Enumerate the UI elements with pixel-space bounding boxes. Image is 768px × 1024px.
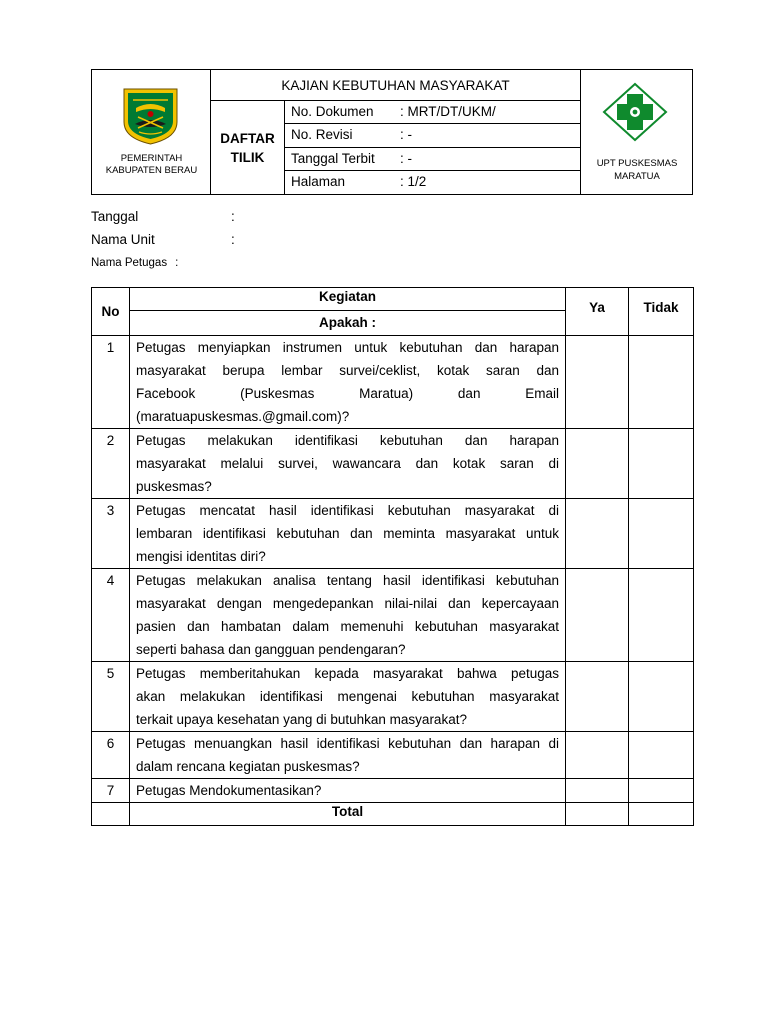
row-activity [130, 732, 566, 779]
row-number: 5 [92, 662, 130, 732]
row-activity [130, 336, 566, 429]
activity-line: mengisi identitas diri? [136, 549, 266, 564]
meta-key: Tanggal Terbit [291, 150, 375, 166]
tidak-checkbox-cell[interactable] [629, 499, 694, 569]
caption-line: UPT PUSKESMAS [596, 158, 678, 169]
checklist-row [92, 662, 694, 732]
nama-unit-line [91, 232, 235, 247]
caption-line: PEMERINTAH [120, 153, 183, 164]
meta-value: : MRT/DT/UKM/ [400, 104, 496, 119]
table-header-row [92, 288, 694, 311]
daftar-tilik-label [211, 101, 285, 194]
col-no-header: No [92, 288, 130, 336]
activity-line: Facebook (Puskesmas Maratua) dan Email [136, 386, 559, 401]
kabupaten-berau-emblem-icon [121, 86, 180, 146]
activity-line: seperti bahasa dan gangguan pendengaran? [136, 642, 406, 657]
checklist-row [92, 732, 694, 779]
meta-row-halaman [285, 171, 580, 194]
activity-line: terkait upaya kesehatan yang di butuhkan masyarakat? [136, 712, 467, 727]
col-tidak-header: Tidak [629, 288, 694, 336]
meta-row-dokumen [285, 101, 580, 124]
total-tidak-cell [629, 803, 694, 826]
tidak-checkbox-cell[interactable] [629, 779, 694, 803]
ya-checkbox-cell[interactable] [566, 662, 629, 732]
tanggal-label: Tanggal [91, 209, 139, 224]
col-ya-header: Ya [566, 288, 629, 336]
row-number: 7 [92, 779, 130, 803]
caption-line: MARATUA [614, 171, 660, 182]
activity-line: dalam rencana kegiatan puskesmas? [136, 759, 360, 774]
document-title: KAJIAN KEBUTUHAN MASYARAKAT [211, 70, 580, 101]
tidak-checkbox-cell[interactable] [629, 662, 694, 732]
activity-line: masyarakat berupa lembar survei/ceklist, kotak saran dan [136, 363, 559, 378]
ya-checkbox-cell[interactable] [566, 779, 629, 803]
activity-line: lembaran identifikasi kebutuhan dan meminta masyarakat untuk [136, 526, 559, 541]
puskesmas-logo-icon [600, 82, 670, 142]
col-kegiatan-header: Kegiatan [130, 288, 566, 311]
activity-line: masyarakat melalui survei, wawancara dan kotak saran di [136, 456, 559, 471]
row-activity [130, 779, 566, 803]
ya-checkbox-cell[interactable] [566, 336, 629, 429]
tidak-checkbox-cell[interactable] [629, 732, 694, 779]
colon: : [231, 209, 235, 224]
checklist-row [92, 499, 694, 569]
checklist-row [92, 569, 694, 662]
row-activity [130, 499, 566, 569]
activity-line: Petugas melakukan analisa tentang hasil identifikasi kebutuhan [136, 573, 559, 588]
checklist-row [92, 336, 694, 429]
tanggal-line [91, 209, 235, 224]
row-number: 6 [92, 732, 130, 779]
row-activity [130, 569, 566, 662]
row-number: 1 [92, 336, 130, 429]
activity-line: Petugas menuangkan hasil identifikasi kebutuhan dan harapan di [136, 736, 559, 751]
meta-value: : - [400, 127, 412, 143]
colon: : [231, 232, 235, 247]
meta-key: No. Revisi [291, 127, 353, 143]
meta-row-terbit [285, 148, 580, 171]
tidak-checkbox-cell[interactable] [629, 336, 694, 429]
tidak-checkbox-cell[interactable] [629, 569, 694, 662]
activity-line: (maratuapuskesmas.@gmail.com)? [136, 409, 350, 424]
total-ya-cell [566, 803, 629, 826]
checklist-row [92, 779, 694, 803]
total-no-cell [92, 803, 130, 826]
total-row [92, 803, 694, 826]
activity-line: Petugas menyiapkan instrumen untuk kebutuhan dan harapan [136, 340, 559, 355]
ya-checkbox-cell[interactable] [566, 732, 629, 779]
pemerintah-caption [92, 153, 211, 177]
tilik-line: TILIK [230, 150, 265, 165]
activity-line: Petugas melakukan identifikasi kebutuhan dan harapan [136, 433, 559, 448]
nama-petugas-line [91, 257, 178, 269]
activity-line: masyarakat dengan mengedepankan nilai-nilai dan kepercayaan [136, 596, 559, 611]
ya-checkbox-cell[interactable] [566, 569, 629, 662]
nama-petugas-label: Nama Petugas [91, 257, 168, 269]
document-meta [285, 101, 580, 194]
ya-checkbox-cell[interactable] [566, 499, 629, 569]
activity-line: akan melakukan identifikasi mengenai kebutuhan masyarakat [136, 689, 559, 704]
row-activity [130, 429, 566, 499]
activity-line: puskesmas? [136, 479, 212, 494]
meta-value: : - [400, 150, 412, 166]
col-apakah-header: Apakah : [130, 311, 566, 336]
meta-key: Halaman [291, 173, 346, 189]
meta-value: : 1/2 [400, 173, 427, 189]
colon: : [175, 257, 179, 269]
activity-line: Petugas memberitahukan kepada masyarakat bahwa petugas [136, 666, 559, 681]
document-header [91, 69, 693, 195]
caption-line: KABUPATEN BERAU [105, 165, 198, 176]
checklist-row [92, 429, 694, 499]
meta-row-revisi [285, 124, 580, 147]
row-number: 2 [92, 429, 130, 499]
checklist-table [91, 287, 694, 826]
tidak-checkbox-cell[interactable] [629, 429, 694, 499]
row-activity [130, 662, 566, 732]
daftar-line: DAFTAR [220, 131, 275, 146]
activity-line: Petugas Mendokumentasikan? [136, 783, 322, 798]
row-number: 4 [92, 569, 130, 662]
ya-checkbox-cell[interactable] [566, 429, 629, 499]
header-left-cell [92, 70, 211, 194]
total-label: Total [130, 803, 566, 826]
header-right-cell [580, 70, 692, 194]
activity-line: Petugas mencatat hasil identifikasi kebutuhan masyarakat di [136, 503, 559, 518]
row-number: 3 [92, 499, 130, 569]
meta-key: No. Dokumen [291, 104, 374, 119]
puskesmas-caption [581, 157, 693, 183]
nama-unit-label: Nama Unit [91, 232, 155, 247]
activity-line: pasien dan hambatan dalam memenuhi kebutuhan masyarakat [136, 619, 559, 634]
